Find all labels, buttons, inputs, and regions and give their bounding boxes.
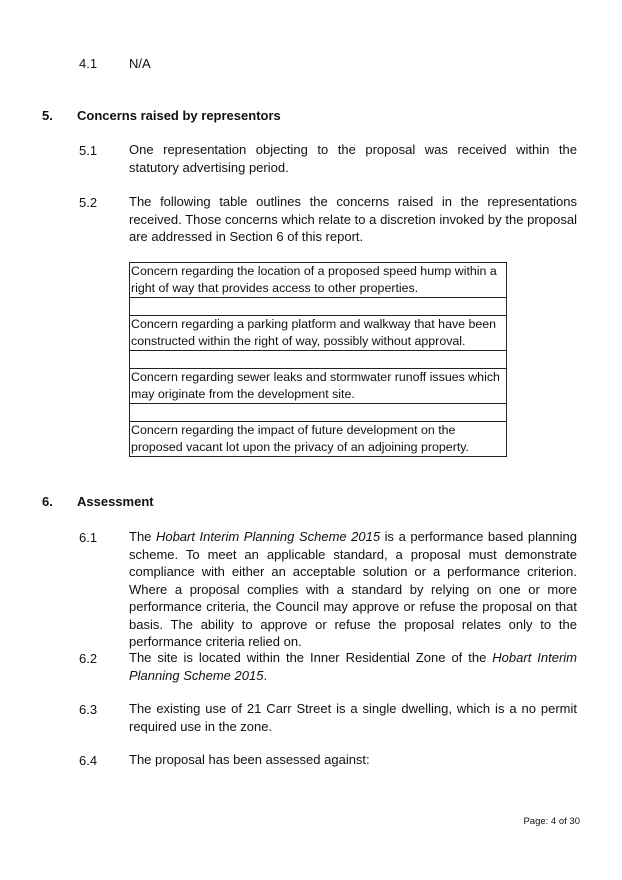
item-6-2-text-post: . (263, 667, 268, 683)
concern-cell: Concern regarding sewer leaks and stormwater runoff issues which may originate from the development site. (130, 369, 507, 404)
item-5-1-number: 5.1 (79, 143, 98, 158)
item-6-1-text-post: is a performance based planning scheme. To meet an applicable standard, a proposal must demonstrate compliance with either an acceptable solution or a performance criterion. Where a proposal complies with a standard by relying on one or more performance criteria, the Council may approve or refuse the proposal on that basis. The ability to approve or refuse the proposal relates only to the performance criteria relied on. (129, 529, 578, 649)
concern-cell: Concern regarding the location of a proposed speed hump within a right of way that provides access to other properties. (130, 263, 507, 298)
item-4-1-text: N/A (129, 56, 151, 71)
item-6-3-number: 6.3 (79, 702, 98, 717)
item-6-2-number: 6.2 (79, 651, 98, 666)
item-5-1-text: One representation objecting to the proposal was received within the statutory advertising period. (129, 142, 577, 175)
spacer-cell (130, 298, 507, 316)
scheme-title-italic: Hobart Interim Planning Scheme 2015 (129, 650, 577, 683)
spacer-cell (130, 404, 507, 422)
section-5-title: Concerns raised by representors (77, 108, 281, 123)
section-6-number: 6. (42, 494, 53, 509)
spacer-cell (130, 351, 507, 369)
item-5-2-number: 5.2 (79, 195, 98, 210)
item-6-1-text (129, 528, 577, 651)
item-6-4-number: 6.4 (79, 753, 98, 768)
section-5-number: 5. (42, 108, 53, 123)
scheme-title-italic: Hobart Interim Planning Scheme 2015 (155, 529, 381, 544)
item-6-2-text-pre: The site is located within the Inner Residential Zone of the (129, 650, 493, 665)
item-6-3-text: The existing use of 21 Carr Street is a single dwelling, which is a no permit required use in the zone. (129, 701, 577, 734)
concern-cell: Concern regarding a parking platform and walkway that have been constructed within the right of way, possibly without approval. (130, 316, 507, 351)
page-number: Page: 4 of 30 (523, 816, 580, 827)
concern-cell: Concern regarding the impact of future development on the proposed vacant lot upon the privacy of an adjoining property. (130, 422, 507, 457)
item-6-2-text (129, 649, 577, 684)
item-6-4-text: The proposal has been assessed against: (129, 752, 370, 767)
item-4-1-number: 4.1 (79, 56, 98, 71)
concerns-table (129, 262, 507, 457)
item-6-1-number: 6.1 (79, 530, 98, 545)
item-5-2-text: The following table outlines the concerns raised in the representations received. Those concerns which relate to a discretion invoked by the proposal are addressed in Section 6 of this report. (129, 194, 577, 244)
section-6-title: Assessment (77, 494, 154, 509)
item-6-1-text-pre: The (129, 529, 156, 544)
